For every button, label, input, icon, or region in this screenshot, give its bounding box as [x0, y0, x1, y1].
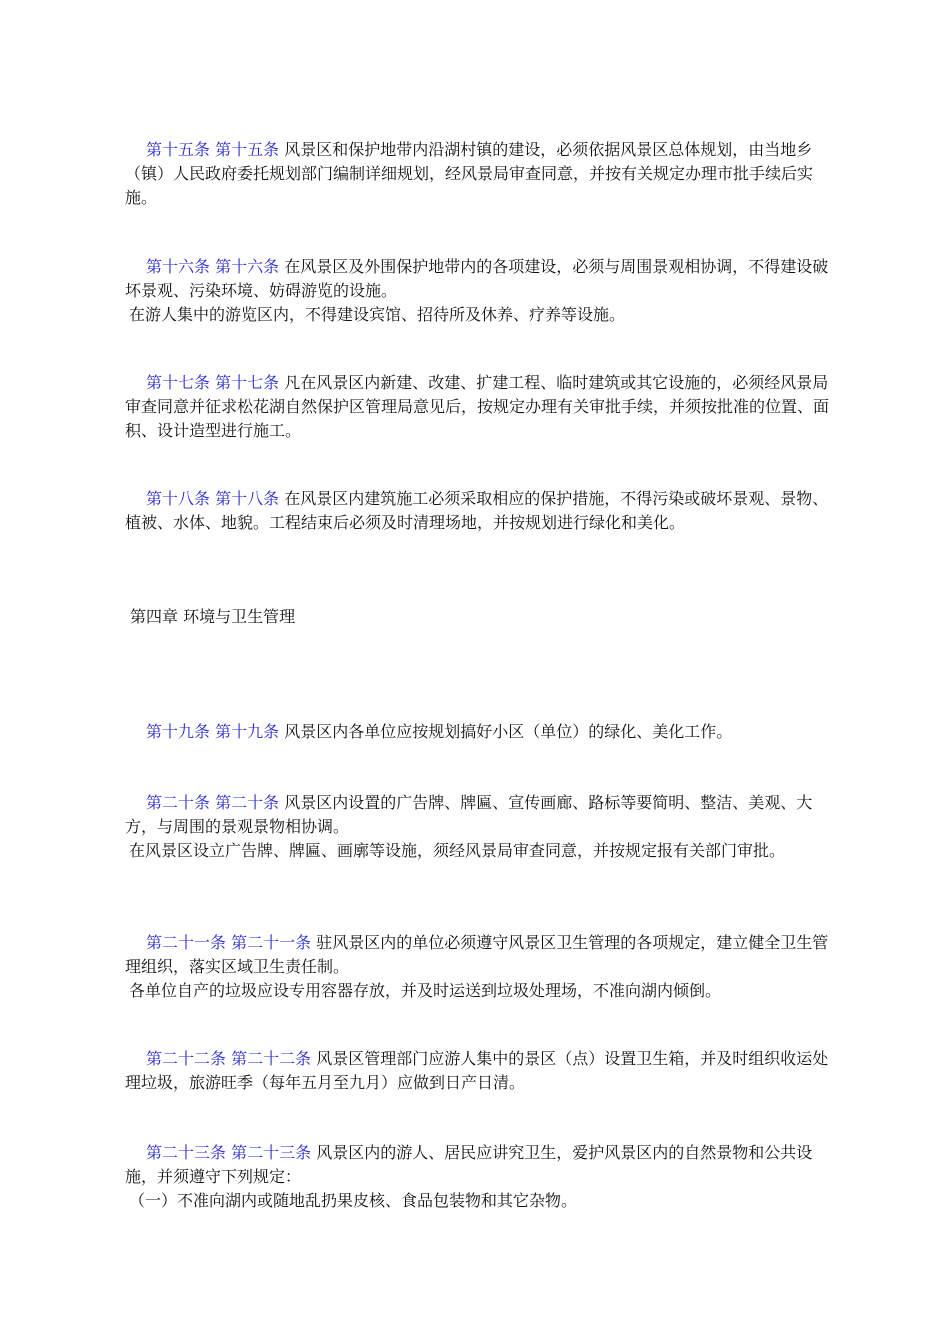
article-number: 第二十三条 [146, 1143, 227, 1162]
article-number: 第十九条 [215, 722, 280, 741]
article-20 [125, 791, 830, 863]
article-22 [125, 1047, 830, 1095]
article-number: 第十七条 [215, 373, 280, 392]
article-text: 风景区管理部门应游人集中的景区（点）设置卫生箱，并及时组织收运处理垃圾，旅游旺季（每年五月至九月）应做到日产日清。 [125, 1049, 829, 1092]
article-17 [125, 371, 830, 443]
article-text: 驻风景区内的单位必须遵守风景区卫生管理的各项规定，建立健全卫生管理组织，落实区域卫生责任制。 [125, 933, 829, 976]
article-number: 第十八条 [146, 489, 211, 508]
article-number: 第十五条 [146, 140, 211, 159]
article-paragraph: 在风景区设立广告牌、牌匾、画廓等设施，须经风景局审查同意，并按规定报有关部门审批。 [129, 841, 786, 860]
article-19 [125, 720, 830, 744]
article-16 [125, 255, 830, 327]
article-text: 在风景区内建筑施工必须采取相应的保护措施，不得污染或破坏景观、景物、植被、水体、地貌。工程结束后必须及时清理场地，并按规划进行绿化和美化。 [125, 489, 829, 532]
article-number: 第二十条 [146, 793, 211, 812]
article-paragraph: （一）不准向湖内或随地乱扔果皮核、食品包装物和其它杂物。 [129, 1191, 578, 1210]
article-number: 第二十一条 [231, 933, 312, 952]
article-21 [125, 931, 830, 1003]
article-number: 第二十条 [215, 793, 280, 812]
article-paragraph: 各单位自产的垃圾应设专用容器存放，并及时运送到垃圾处理场，不准向湖内倾倒。 [129, 981, 722, 1000]
article-text: 风景区和保护地带内沿湖村镇的建设，必须依据风景区总体规划，由当地乡（镇）人民政府委托规划部门编制详细规划，经风景局审查同意，并按有关规定办理市批手续后实施。 [125, 140, 814, 207]
article-23 [125, 1141, 830, 1213]
article-number: 第二十二条 [146, 1049, 227, 1068]
article-15 [125, 138, 830, 210]
article-paragraph: 在游人集中的游览区内，不得建设宾馆、招待所及休养、疗养等设施。 [129, 305, 626, 324]
article-text: 在风景区及外围保护地带内的各项建设，必须与周围景观相协调，不得建设破坏景观、污染环境、妨碍游览的设施。 [125, 257, 829, 300]
article-number: 第十六条 [215, 257, 280, 276]
chapter-heading: 第四章 环境与卫生管理 [130, 607, 296, 626]
article-number: 第十六条 [146, 257, 211, 276]
article-text: 风景区内的游人、居民应讲究卫生，爱护风景区内的自然景物和公共设施，并须遵守下列规定： [125, 1143, 813, 1186]
article-number: 第十八条 [215, 489, 280, 508]
article-text: 凡在风景区内新建、改建、扩建工程、临时建筑或其它设施的，必须经风景局审查同意并征求松花湖自然保护区管理局意见后，按规定办理有关审批手续，并须按批准的位置、面积、设计造型进行施工。 [125, 373, 830, 440]
article-number: 第二十三条 [231, 1143, 312, 1162]
article-number: 第二十二条 [231, 1049, 312, 1068]
article-number: 第十七条 [146, 373, 211, 392]
article-number: 第十五条 [215, 140, 280, 159]
article-number: 第十九条 [146, 722, 211, 741]
article-text: 风景区内设置的广告牌、牌匾、宣传画廊、路标等要简明、整洁、美观、大方，与周围的景观景物相协调。 [125, 793, 813, 836]
article-text: 风景区内各单位应按规划搞好小区（单位）的绿化、美化工作。 [284, 722, 733, 741]
article-18 [125, 487, 830, 535]
article-number: 第二十一条 [146, 933, 227, 952]
